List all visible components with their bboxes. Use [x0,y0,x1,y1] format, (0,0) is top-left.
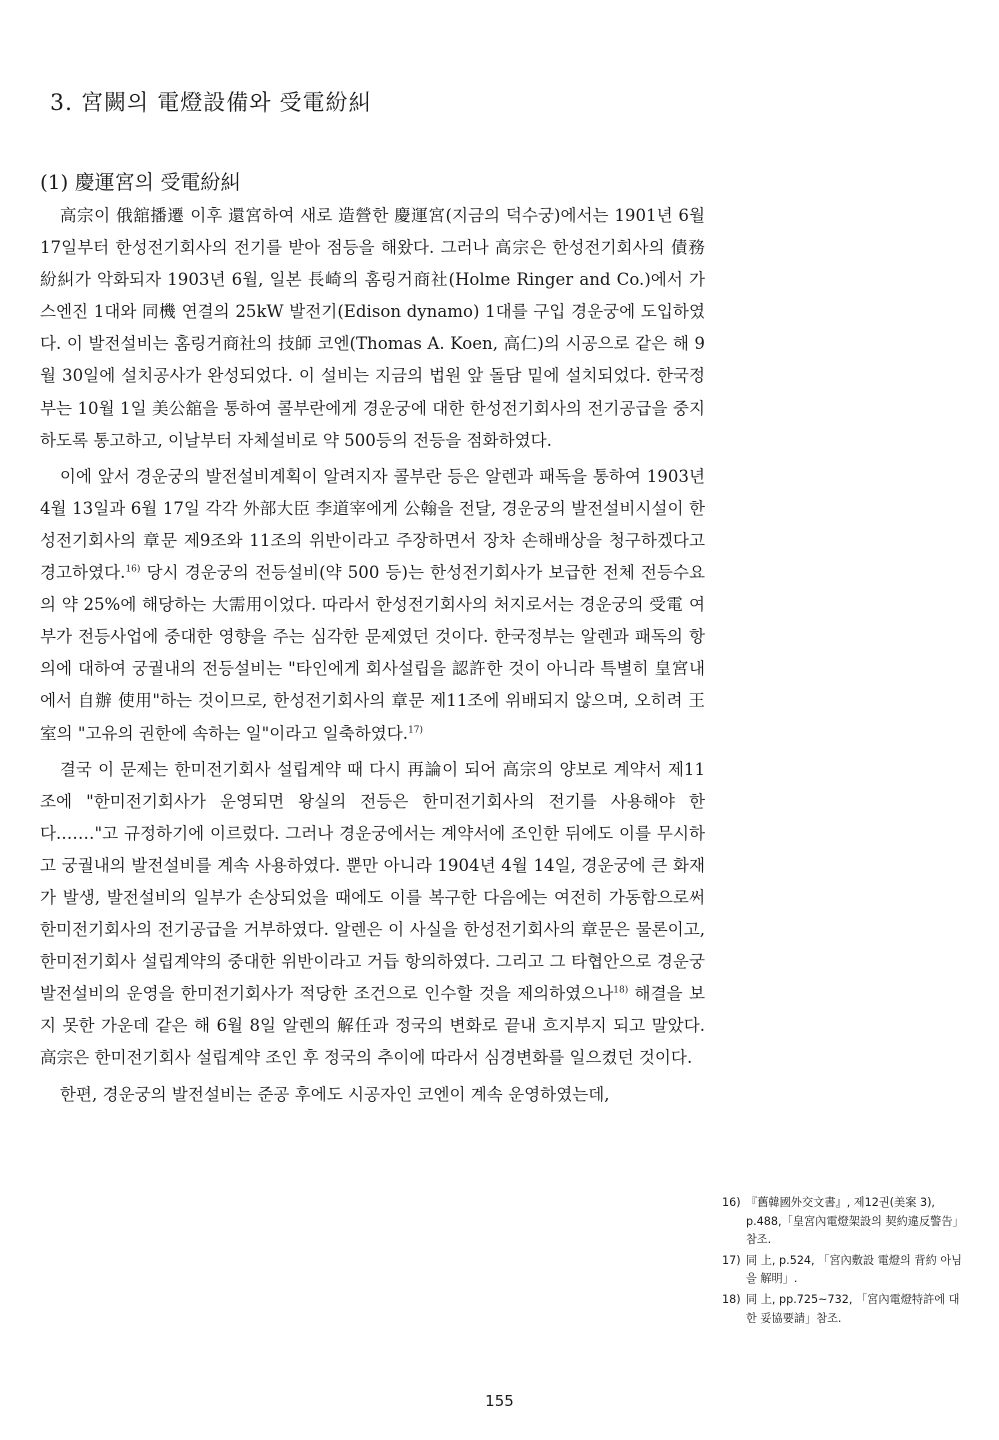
footnote-number: 16) [722,1196,741,1209]
paragraph-2-text-a: 이에 앞서 경운궁의 발전설비계획이 알려지자 콜부란 등은 알렌과 패독을 통하여 1903년 4월 13일과 6월 17일 각각 外部大臣 李道宰에게 公翰을 전달, 경운궁의 발전설비시설이 한성전기회사의 章문 제9조와 11조의 위반이라고 주장하면서 장차 손해배상을 청구하겠다고 경고하였다. [40,466,705,583]
paragraph-2 [40,461,705,750]
paragraph-1-text: 高宗이 俄舘播遷 이후 還宮하여 새로 造營한 慶運宮(지금의 덕수궁)에서는 1901년 6월 17일부터 한성전기회사의 전기를 받아 점등을 해왔다. 그러나 高宗은 한성전기회사의 債務紛糾가 악화되자 1903년 6월, 일본 長崎의 홈링거商社(Holme Ringer and Co.)에서 가스엔진 1대와 同機 연결의 25kW 발전기(Edison dynamo) 1대를 구입 경운궁에 도입하였다. 이 발전설비는 홈링거商社의 技師 코엔(Thomas A. Koen, 高仁)의 시공으로 같은 해 9월 30일에 설치공사가 완성되었다. 이 설비는 지금의 법원 앞 돌담 밑에 설치되었다. 한국정부는 10월 1일 美公舘을 통하여 콜부란에게 경운궁에 대한 한성전기회사의 전기공급을 중지하도록 통고하고, 이날부터 자체설비로 약 500등의 전등을 점화하였다. [40,206,705,450]
footnote-ref-17[interactable]: 17) [408,724,424,735]
paragraph-2-text-b: 당시 경운궁의 전등설비(약 500 등)는 한성전기회사가 보급한 전체 전등수요의 약 25%에 해당하는 大需用이었다. 따라서 한성전기회사의 처지로서는 경운궁의 受電 여부가 전등사업에 중대한 영향을 주는 심각한 문제였던 것이다. 한국정부는 알렌과 패독의 항의에 대하여 궁궐내의 전등설비는 "타인에게 회사설립을 認許한 것이 아니라 특별히 皇宮내에서 自辦 使用"하는 것이므로, 한성전기회사의 章문 제11조에 위배되지 않으며, 오히려 王室의 "고유의 권한에 속하는 일"이라고 일축하였다. [40,563,705,743]
paragraph-3-text-a: 결국 이 문제는 한미전기회사 설립계약 때 다시 再論이 되어 高宗의 양보로 계약서 제11조에 "한미전기회사가 운영되면 왕실의 전등은 한미전기회사의 전기를 사용해야 한다.……"고 규정하기에 이르렀다. 그러나 경운궁에서는 계약서에 조인한 뒤에도 이를 무시하고 궁궐내의 발전설비를 계속 사용하였다. 뿐만 아니라 1904년 4월 14일, 경운궁에 큰 화재가 발생, 발전설비의 일부가 손상되었을 때에도 이를 복구한 다음에는 여전히 가동함으로써 한미전기회사의 전기공급을 거부하였다. 알렌은 이 사실을 한성전기회사의 章문은 물론이고, 한미전기회사 설립계약의 중대한 위반이라고 거듭 항의하였다. 그리고 그 타협안으로 경운궁 발전설비의 운영을 한미전기회사가 적당한 조건으로 인수할 것을 제의하였으나 [40,759,705,1004]
footnotes [722,1194,962,1330]
body-text [40,200,705,1111]
footnote-18 [722,1291,962,1328]
paragraph-4-text: 한편, 경운궁의 발전설비는 준공 후에도 시공자인 코엔이 계속 운영하였는데, [59,1084,610,1104]
section-title: 3. 宮闕의 電燈設備와 受電紛糾 [50,91,372,116]
paragraph-1 [40,200,705,457]
paragraph-3-text-b: 해결을 보지 못한 가운데 같은 해 6월 8일 알렌의 解任과 정국의 변화로 끝내 흐지부지 되고 말았다. 高宗은 한미전기회사 설립계약 조인 후 정국의 추이에 따라서 심경변화를 일으켰던 것이다. [40,984,705,1068]
subsection-title: (1) 慶運宮의 受電紛糾 [40,170,241,194]
footnote-17 [722,1252,962,1289]
paragraph-4 [40,1079,705,1111]
footnote-text: 同 上, p.524, 「宮內敷設 電燈의 背約 아님을 解明」. [746,1253,962,1286]
footnote-text: 『舊韓國外交文書』, 제12권(美案 3), p.488,「皇宮內電燈架設의 契約違反警告」참조. [746,1196,959,1247]
footnote-16 [722,1194,962,1250]
footnote-number: 18) [722,1292,741,1306]
footnote-text: 同 上, pp.725~732, 「宮內電燈特許에 대한 妥協要請」참조. [746,1292,960,1325]
footnote-number: 17) [722,1253,741,1267]
footnote-ref-16[interactable]: 16) [125,564,141,575]
footnote-ref-18[interactable]: 18) [613,985,629,996]
paragraph-3 [40,754,705,1075]
page-number: 155 [485,1392,514,1410]
